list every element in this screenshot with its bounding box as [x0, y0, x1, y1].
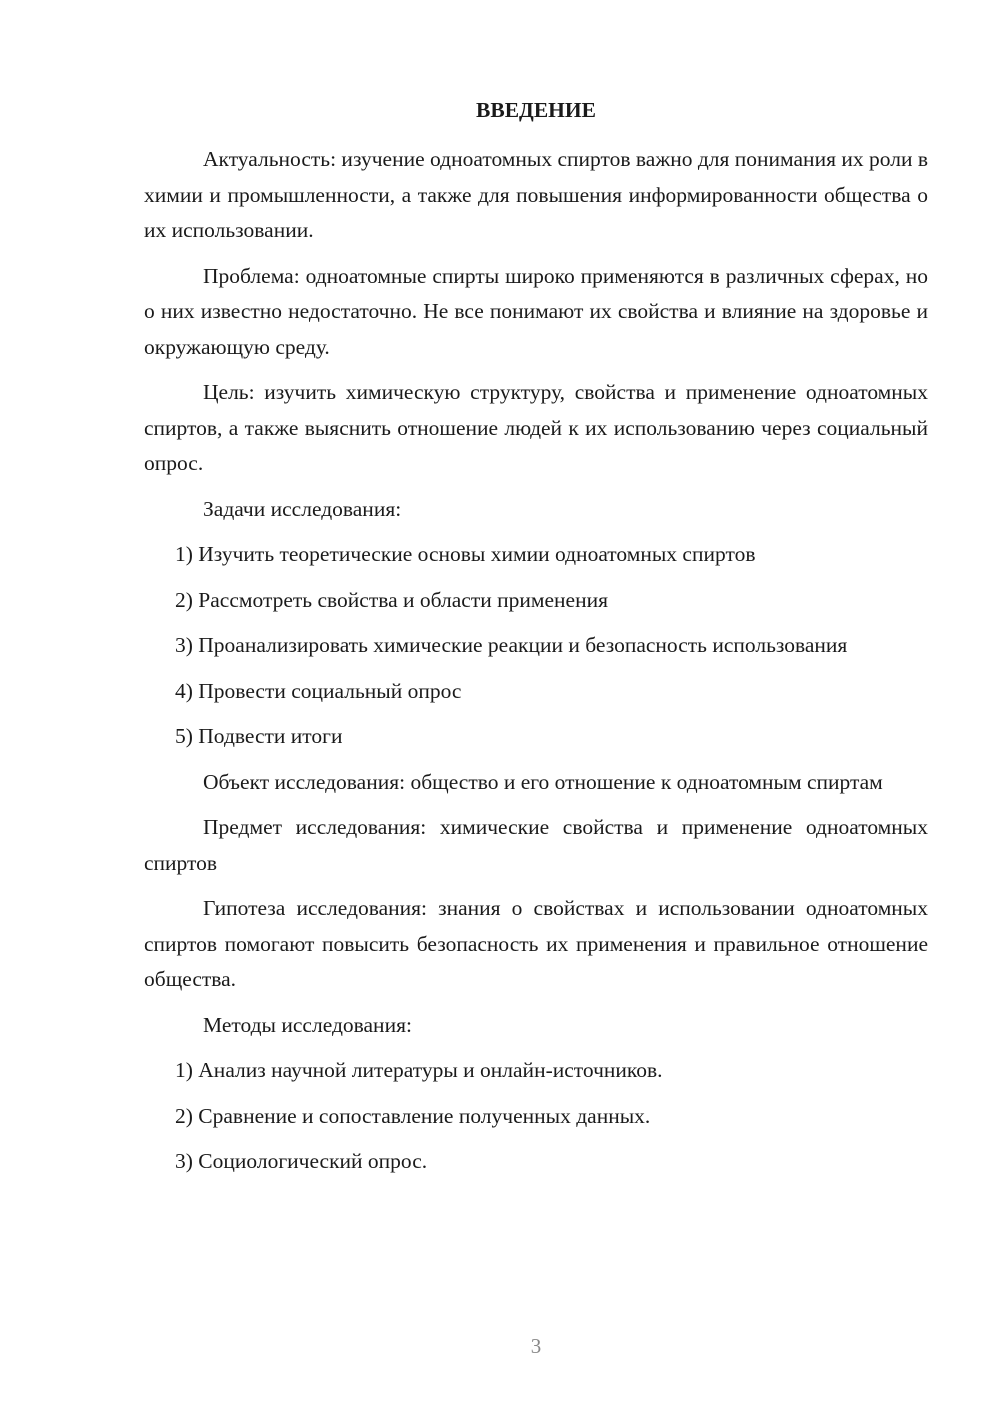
- section-title: ВВЕДЕНИЕ: [476, 98, 596, 122]
- task-item: 1) Изучить теоретические основы химии одноатомных спиртов: [175, 542, 756, 566]
- goal-paragraph: Цель: изучить химическую структуру, свойства и применение одноатомных спиртов, а также выяснить отношение людей к их использованию через социальный опрос.: [144, 380, 928, 475]
- tasks-heading: Задачи исследования:: [203, 496, 402, 521]
- page-number: 3: [530, 1334, 542, 1358]
- method-item: 3) Социологический опрос.: [175, 1149, 428, 1173]
- hypothesis-paragraph: Гипотеза исследования: знания о свойствах и использовании одноатомных спиртов помогают повысить безопасность их применения и правильное отношение общества.: [144, 896, 928, 991]
- document-page: [144, 96, 928, 1190]
- task-item: 4) Провести социальный опрос: [175, 678, 462, 703]
- object-paragraph: Объект исследования: общество и его отношение к одноатомным спиртам: [203, 769, 883, 794]
- problem-paragraph: Проблема: одноатомные спирты широко применяются в различных сферах, но о них известно недостаточно. Не все понимают их свойства и влияние на здоровье и окружающую среду.: [144, 263, 928, 359]
- method-item: 1) Анализ научной литературы и онлайн-источников.: [175, 1058, 663, 1082]
- subject-paragraph: Предмет исследования: химические свойства и применение одноатомных спиртов: [144, 815, 928, 875]
- methods-heading: Методы исследования:: [203, 1012, 412, 1037]
- task-item: 2) Рассмотреть свойства и области применения: [175, 587, 608, 612]
- method-item: 2) Сравнение и сопоставление полученных данных.: [175, 1103, 651, 1128]
- relevance-paragraph: Актуальность: изучение одноатомных спиртов важно для понимания их роли в химии и промышленности, а также для повышения информированности общества о их использовании.: [144, 147, 928, 242]
- task-item: 5) Подвести итоги: [175, 724, 343, 748]
- task-item: 3) Проанализировать химические реакции и безопасность использования: [175, 633, 848, 657]
